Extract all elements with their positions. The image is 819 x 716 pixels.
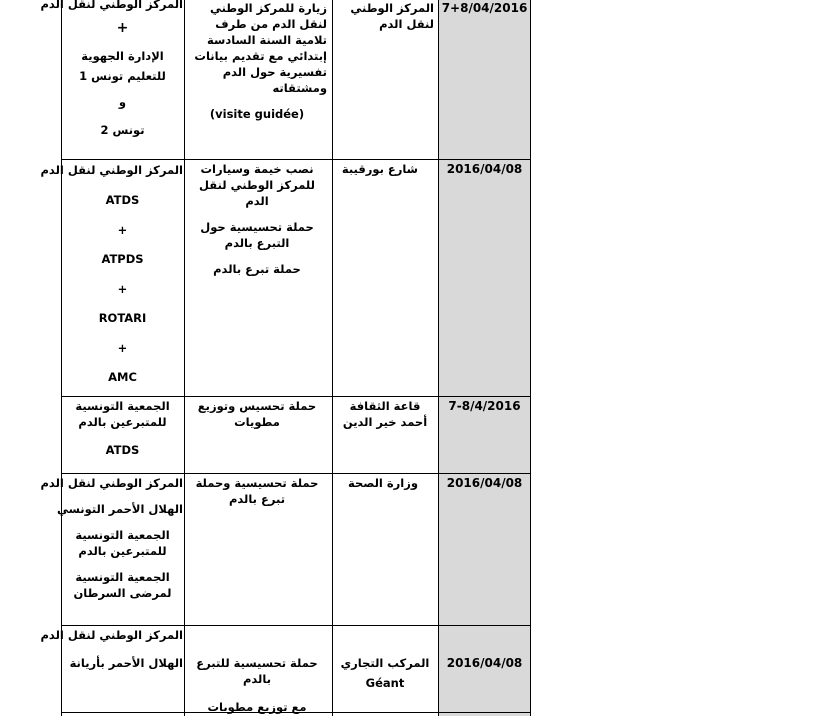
partners-cell [62, 398, 183, 458]
partner-item: المركز الوطني لنقل الدم [40, 628, 183, 642]
activity-cell [187, 475, 327, 507]
activity-text: حملة تحسيس وتوزيع مطويات [197, 399, 317, 429]
partner-item: المركز الوطني لنقل الدم [40, 163, 183, 177]
place-cell: وزارة الصحة [348, 476, 418, 490]
partner-item: ROTARI [98, 311, 147, 325]
partner-item: الإدارة الجهوية للتعليم تونس 1 [79, 49, 166, 83]
activity-cell [187, 0, 327, 122]
activity-text: حملة تبرع بالدم [213, 262, 301, 276]
activity-text: نصب خيمة وسيارات للمركز الوطني لنقل الدم [199, 162, 315, 208]
partner-item: المركز الوطني لنقل الدم [40, 0, 183, 11]
partners-cell [40, 627, 183, 671]
partner-item: AMC [108, 370, 137, 384]
activity-text: زيارة للمركز الوطني لنقل الدم من طرف تلامية السنة السادسة إبتدائي مع تقديم بيانات تفسيرية حول الدم ومشتقاته [194, 1, 327, 95]
activity-cell [187, 655, 327, 715]
partners-cell [40, 0, 183, 138]
partner-item: + [116, 20, 129, 36]
row-divider [61, 625, 531, 626]
activity-text: حملة تحسيسية وحملة تبرع بالدم [195, 476, 319, 506]
place-cell [336, 655, 434, 691]
activity-cell [187, 398, 327, 430]
date-cell: 2016/04/08 [446, 656, 523, 670]
partner-item: الهلال الأحمر التونسي [56, 502, 183, 516]
partner-item: و [118, 95, 127, 109]
activity-text: مع توزيع مطويات [207, 700, 307, 714]
date-cell: 2016/04/08 [446, 476, 523, 490]
place-cell: قاعة الثقافة أحمد خير الدين [342, 399, 428, 429]
partners-cell [40, 162, 183, 385]
partner-item: المركز الوطني لنقل الدم [40, 476, 183, 490]
partner-item: + [117, 223, 128, 237]
table-border-col4 [438, 0, 439, 716]
row-divider [61, 473, 531, 474]
activity-text: حملة تحسيسية للتبرع بالدم [196, 656, 318, 686]
partner-item: + [117, 282, 128, 296]
row-divider [61, 159, 531, 160]
table-border-col3 [332, 0, 333, 716]
activity-text: (visite guidée) [209, 107, 305, 121]
partner-item: ATPDS [101, 252, 144, 266]
partner-item: ATDS [105, 193, 140, 207]
partner-item: الجمعية التونسية للمتبرعين بالدم [75, 399, 170, 429]
partner-item: ATDS [105, 443, 140, 457]
table-border-col2 [184, 0, 185, 716]
activity-cell [187, 161, 327, 277]
partner-item: الجمعية التونسية للمتبرعين بالدم [75, 528, 170, 558]
partner-item: + [117, 341, 128, 355]
row-divider [61, 396, 531, 397]
table-border-right [530, 0, 531, 716]
partner-item: تونس 2 [100, 123, 145, 137]
place-text: المركب التجاري [340, 656, 430, 670]
date-cell: 2016/04/08 [446, 162, 523, 176]
place-text: Géant [365, 676, 405, 690]
place-cell: المركز الوطني لنقل الدم [350, 1, 434, 31]
place-cell: شارع بورقيبة [341, 162, 418, 176]
partner-item: الهلال الأحمر بأريانة [69, 656, 183, 670]
date-cell: 7+8/04/2016 [441, 1, 528, 15]
date-cell: 7-8/4/2016 [448, 399, 521, 413]
partner-item: الجمعية التونسية لمرضى السرطان [73, 570, 172, 600]
partners-cell [40, 475, 183, 601]
date-column-shading [439, 0, 530, 716]
activity-text: حملة تحسيسية حول التبرع بالدم [200, 220, 314, 250]
